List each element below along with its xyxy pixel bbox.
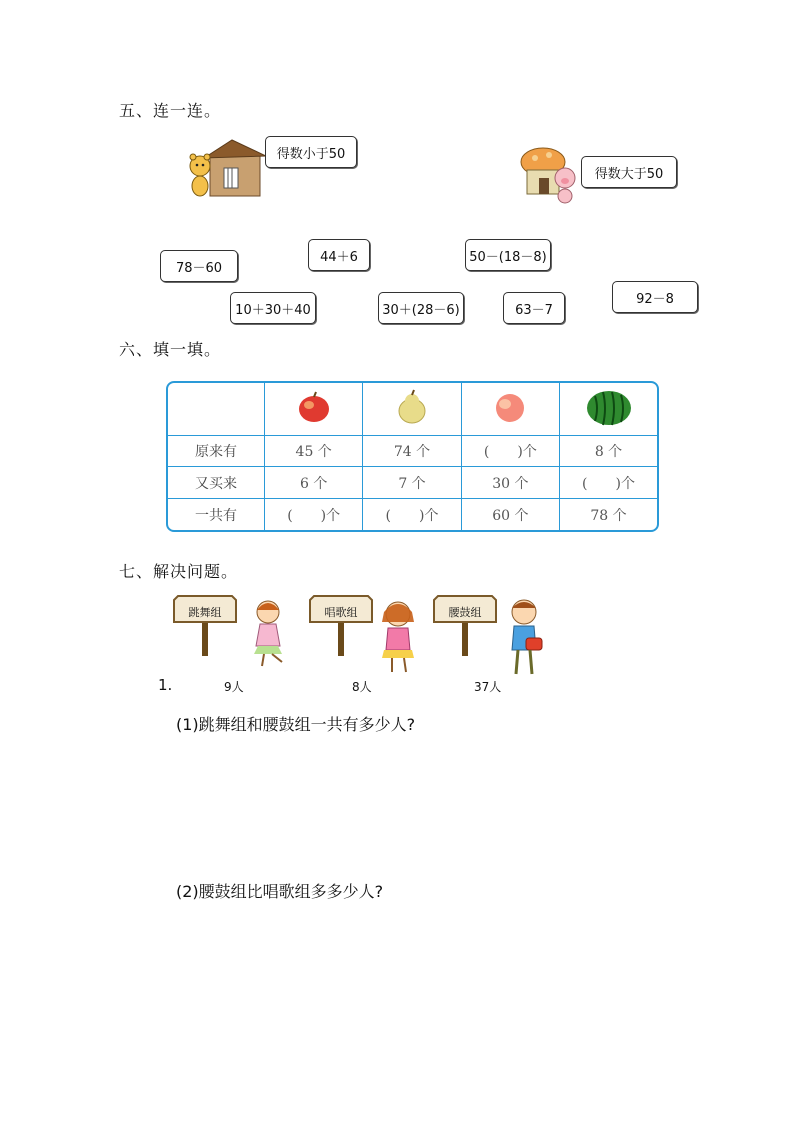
question-1: (1)跳舞组和腰鼓组一共有多少人?: [176, 715, 416, 734]
fruit-header-cell: [560, 383, 657, 435]
fruit-header-cell: [363, 383, 461, 435]
pig-house-illustration: [519, 146, 581, 204]
expression-card[interactable]: 44＋6: [308, 239, 370, 271]
girl-singer-illustration: [376, 598, 418, 676]
expression-card[interactable]: 92－8: [612, 281, 698, 313]
table-cell: 8 个: [560, 435, 657, 467]
question-2: (2)腰鼓组比唱歌组多多少人?: [176, 882, 384, 901]
peach-icon: [492, 390, 528, 424]
expression-card[interactable]: 63－7: [503, 292, 565, 324]
fruit-header-cell: [461, 383, 559, 435]
expression-card[interactable]: 10＋30＋40: [230, 292, 316, 324]
section5-heading: 五、连一连。: [119, 101, 222, 120]
expression-card[interactable]: 50－(18－8): [465, 239, 551, 271]
sign-label: 跳舞组: [188, 606, 222, 619]
table-cell: 7 个: [363, 467, 461, 499]
row-label: 又买来: [168, 467, 265, 499]
answer-blank-cell[interactable]: ( )个: [363, 499, 461, 530]
group-count: 9人: [224, 680, 244, 694]
group-count: 8人: [352, 680, 372, 694]
target-greater-than-50[interactable]: 得数大于50: [581, 156, 677, 188]
boy-drummer-illustration: [502, 596, 548, 678]
table-cell: 30 个: [461, 467, 559, 499]
answer-blank-cell[interactable]: ( )个: [461, 435, 559, 467]
table-cell: 60 个: [461, 499, 559, 530]
table-cell: 74 个: [363, 435, 461, 467]
fruit-table: [166, 381, 659, 532]
expression-card[interactable]: 30＋(28－6): [378, 292, 464, 324]
row-label: 原来有: [168, 435, 265, 467]
answer-blank-cell[interactable]: ( )个: [560, 467, 657, 499]
table-cell: 45 个: [265, 435, 363, 467]
group-count: 37人: [474, 680, 502, 694]
expression-card[interactable]: 78－60: [160, 250, 238, 282]
table-cell: 78 个: [560, 499, 657, 530]
sign-label: 唱歌组: [324, 606, 358, 619]
apple-icon: [296, 390, 332, 424]
bear-house-illustration: [186, 138, 266, 200]
section7-heading: 七、解决问题。: [119, 562, 239, 581]
target-less-than-50[interactable]: 得数小于50: [265, 136, 357, 168]
sign-label: 腰鼓组: [448, 606, 482, 619]
row-label: 一共有: [168, 499, 265, 530]
header-empty-cell: [168, 383, 265, 435]
answer-blank-cell[interactable]: ( )个: [265, 499, 363, 530]
section6-heading: 六、填一填。: [119, 340, 222, 359]
table-cell: 6 个: [265, 467, 363, 499]
pear-icon: [394, 389, 430, 425]
fruit-header-cell: [265, 383, 363, 435]
girl-dancer-illustration: [248, 598, 290, 668]
problem-number: 1.: [158, 676, 173, 694]
watermelon-icon: [585, 388, 633, 426]
